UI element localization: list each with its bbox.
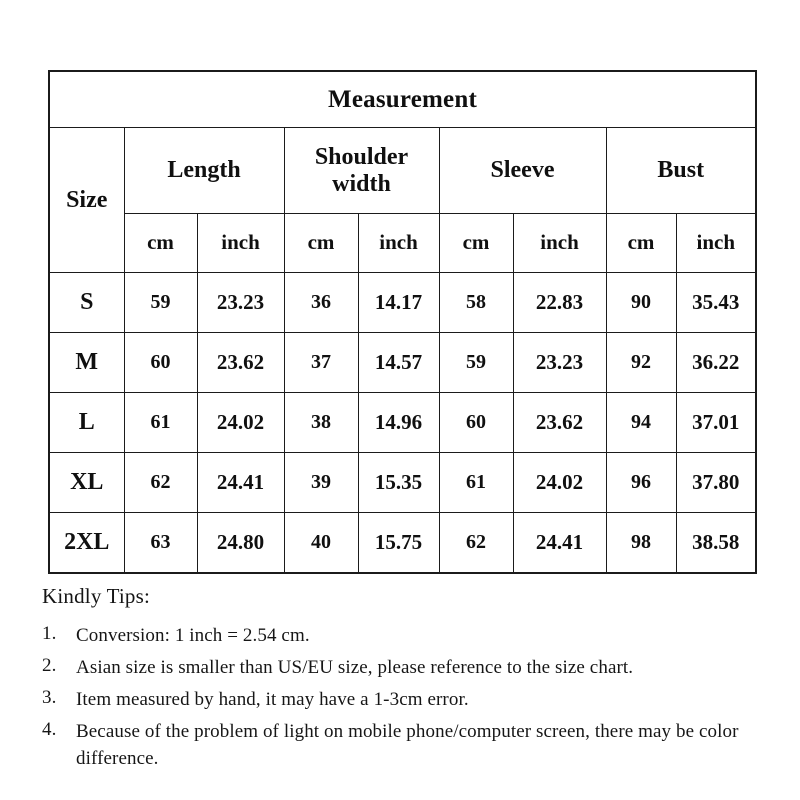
cell-shoulder-inch: 14.96 xyxy=(358,393,439,453)
cell-shoulder-cm: 36 xyxy=(284,273,358,333)
tip-text: Because of the problem of light on mobile phone/computer screen, there may be color difference. xyxy=(76,720,739,769)
table-row xyxy=(49,513,756,574)
cell-sleeve-cm: 59 xyxy=(439,333,513,393)
table-row xyxy=(49,453,756,513)
unit-header-length-inch: inch xyxy=(197,214,284,273)
cell-length-inch: 24.80 xyxy=(197,513,284,574)
tips-heading: Kindly Tips: xyxy=(42,584,151,608)
cell-bust-cm: 92 xyxy=(606,333,676,393)
cell-sleeve-inch: 24.02 xyxy=(513,453,606,513)
tip-number: 3. xyxy=(42,686,57,708)
cell-length-cm: 62 xyxy=(124,453,197,513)
cell-length-cm: 61 xyxy=(124,393,197,453)
group-header-sleeve: Sleeve xyxy=(439,128,606,214)
cell-bust-inch: 37.80 xyxy=(676,453,756,513)
unit-header-shoulder-inch: inch xyxy=(358,214,439,273)
list-item xyxy=(42,687,772,714)
cell-bust-inch: 35.43 xyxy=(676,273,756,333)
cell-length-cm: 59 xyxy=(124,273,197,333)
cell-shoulder-cm: 40 xyxy=(284,513,358,574)
unit-header-sleeve-inch: inch xyxy=(513,214,606,273)
cell-shoulder-inch: 15.35 xyxy=(358,453,439,513)
unit-header-bust-inch: inch xyxy=(676,214,756,273)
cell-sleeve-inch: 23.23 xyxy=(513,333,606,393)
cell-length-inch: 24.02 xyxy=(197,393,284,453)
cell-sleeve-cm: 58 xyxy=(439,273,513,333)
table-unit-header-row xyxy=(49,214,756,273)
measurement-title: Measurement xyxy=(49,71,756,128)
cell-length-inch: 23.62 xyxy=(197,333,284,393)
row-size-label: S xyxy=(49,273,124,333)
size-chart-table xyxy=(48,70,757,574)
row-size-label: XL xyxy=(49,453,124,513)
list-item xyxy=(42,719,772,773)
kindly-tips-section xyxy=(42,584,772,778)
table-row xyxy=(49,273,756,333)
cell-shoulder-inch: 14.17 xyxy=(358,273,439,333)
cell-bust-inch: 36.22 xyxy=(676,333,756,393)
cell-bust-inch: 38.58 xyxy=(676,513,756,574)
cell-shoulder-cm: 38 xyxy=(284,393,358,453)
cell-sleeve-inch: 22.83 xyxy=(513,273,606,333)
row-size-label: 2XL xyxy=(49,513,124,574)
group-header-length: Length xyxy=(124,128,284,214)
unit-header-sleeve-cm: cm xyxy=(439,214,513,273)
unit-header-length-cm: cm xyxy=(124,214,197,273)
cell-sleeve-inch: 23.62 xyxy=(513,393,606,453)
cell-sleeve-cm: 61 xyxy=(439,453,513,513)
table-row xyxy=(49,393,756,453)
cell-bust-cm: 90 xyxy=(606,273,676,333)
unit-header-shoulder-cm: cm xyxy=(284,214,358,273)
tip-text: Asian size is smaller than US/EU size, please reference to the size chart. xyxy=(76,656,634,678)
tip-number: 2. xyxy=(42,654,57,676)
row-size-label: L xyxy=(49,393,124,453)
cell-shoulder-inch: 15.75 xyxy=(358,513,439,574)
row-size-label: M xyxy=(49,333,124,393)
cell-length-inch: 24.41 xyxy=(197,453,284,513)
cell-sleeve-cm: 60 xyxy=(439,393,513,453)
tip-number: 1. xyxy=(42,623,57,644)
cell-shoulder-cm: 39 xyxy=(284,453,358,513)
cell-shoulder-inch: 14.57 xyxy=(358,333,439,393)
tip-number: 4. xyxy=(42,718,57,740)
cell-sleeve-cm: 62 xyxy=(439,513,513,574)
table-title-row xyxy=(49,71,756,128)
cell-shoulder-cm: 37 xyxy=(284,333,358,393)
list-item xyxy=(42,623,772,650)
unit-header-bust-cm: cm xyxy=(606,214,676,273)
cell-sleeve-inch: 24.41 xyxy=(513,513,606,574)
list-item xyxy=(42,655,772,682)
cell-bust-cm: 94 xyxy=(606,393,676,453)
cell-bust-inch: 37.01 xyxy=(676,393,756,453)
tip-text: Item measured by hand, it may have a 1-3cm error. xyxy=(76,688,469,710)
cell-length-inch: 23.23 xyxy=(197,273,284,333)
size-chart-table-wrapper xyxy=(48,70,755,574)
table-row xyxy=(49,333,756,393)
cell-bust-cm: 98 xyxy=(606,513,676,574)
group-header-shoulder-width: Shoulder width xyxy=(284,128,439,214)
size-column-header: Size xyxy=(49,128,124,273)
tip-text: Conversion: 1 inch = 2.54 cm. xyxy=(76,625,310,646)
cell-bust-cm: 96 xyxy=(606,453,676,513)
group-header-bust: Bust xyxy=(606,128,756,214)
cell-length-cm: 63 xyxy=(124,513,197,574)
cell-length-cm: 60 xyxy=(124,333,197,393)
table-group-header-row xyxy=(49,128,756,214)
